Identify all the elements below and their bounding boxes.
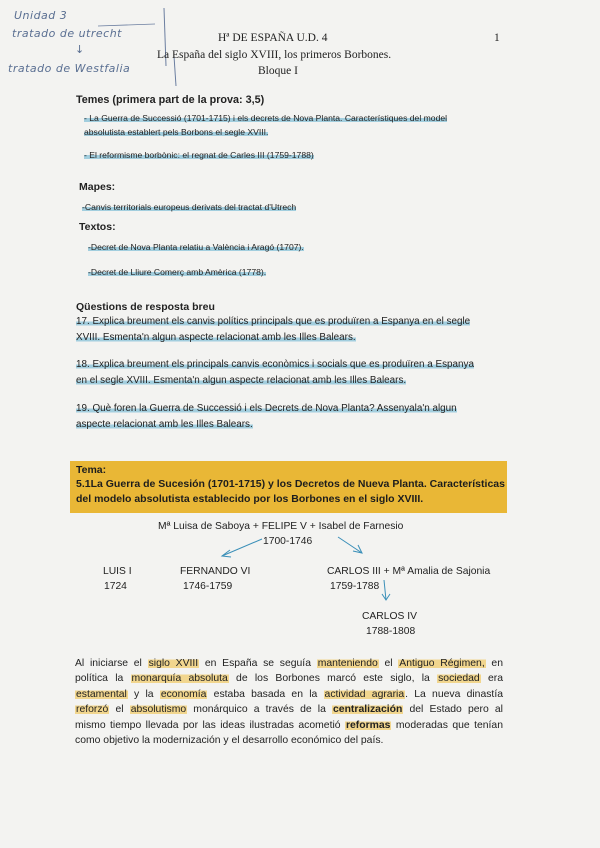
temes-item-1-line-1: - La Guerra de Successió (1701-1715) i els decrets de Nova Planta. Característiques del model — [84, 113, 448, 123]
question-19-line-2: aspecte relacionat amb les Illes Balears. — [76, 419, 253, 430]
bloque-label: Bloque I — [258, 65, 298, 77]
family-tree-felipe-years: 1700-1746 — [263, 536, 313, 547]
mapes-item-1: -Canvis territorials europeus derivats del tractat d'Utrech — [82, 202, 297, 212]
textos-heading: Textos: — [79, 221, 116, 233]
textos-item-2: -Decret de Lliure Comerç amb Amèrica (1778). — [88, 267, 267, 277]
family-tree-carlos-iv: CARLOS IV — [362, 611, 417, 622]
question-18-line-1: 18. Explica breument els principals canvis econòmics i socials que es produïren a Espanya — [76, 359, 474, 370]
tema-title-line-2: del modelo absolutista establecido por los Borbones en el siglo XVIII. — [76, 493, 424, 505]
page-number: 1 — [494, 32, 500, 44]
page-title: Hª DE ESPAÑA U.D. 4 — [218, 32, 328, 44]
handwritten-note-westfalia: tratado de Westfalia — [8, 62, 131, 75]
question-18-line-2: en el segle XVIII. Esmenta'n algun aspecte relacionat amb les Illes Balears. — [76, 375, 407, 386]
family-tree-carlos-iii-years: 1759-1788 — [330, 581, 380, 592]
textos-item-1: -Decret de Nova Planta relatiu a València i Aragó (1707). — [88, 242, 304, 252]
family-tree-fernando-vi: FERNANDO VI — [180, 566, 251, 577]
family-tree-fernando-years: 1746-1759 — [183, 581, 233, 592]
intro-paragraph — [75, 656, 503, 748]
paragraph-line-6: como objetivo la modernización y el desarrollo económico del país. — [75, 735, 384, 747]
question-17-line-2: XVIII. Esmenta'n algun aspecte relacionat amb les Illes Balears. — [76, 332, 356, 343]
family-tree-luis-i: LUIS I — [103, 566, 132, 577]
handwritten-note-utrecht: tratado de utrecht — [12, 27, 122, 40]
tema-label: Tema: — [76, 464, 107, 476]
paragraph-line-3: estamental y la economía estaba basada en la actividad agraria. La nueva dinastía — [76, 688, 503, 700]
family-tree-carlos-iv-years: 1788-1808 — [366, 626, 416, 637]
family-tree-carlos-iii: CARLOS III + Mª Amalia de Sajonia — [327, 566, 491, 577]
paragraph-line-5: mismo tiempo llevada por las ideas ilustradas acometió reformas moderadas que tenían — [75, 719, 503, 731]
temes-item-2: - El reformisme borbònic: el regnat de Carles III (1759-1788) — [84, 150, 314, 160]
handwritten-note-unidad: Unidad 3 — [14, 9, 68, 22]
family-tree-felipe-v: Mª Luisa de Saboya + FELIPE V + Isabel de Farnesio — [158, 521, 404, 532]
mapes-heading: Mapes: — [79, 181, 116, 193]
paragraph-line-1: Al iniciarse el siglo XVIII en España se seguía manteniendo el Antiguo Régimen, en — [75, 658, 503, 669]
handwritten-arrow: ↓ — [75, 43, 85, 56]
tema-title-line-1: 5.1La Guerra de Sucesión (1701-1715) y los Decretos de Nueva Planta. Características — [76, 478, 505, 490]
paragraph-line-4: reforzó el absolutismo monárquico a través de la centralización del Estado pero al — [76, 704, 503, 716]
temes-heading: Temes (primera part de la prova: 3,5) — [76, 94, 265, 106]
questions-heading: Qüestions de resposta breu — [76, 301, 215, 313]
temes-item-1-line-2: absolutista establert pels Borbons el segle XVIII. — [84, 127, 269, 137]
question-19-line-1: 19. Què foren la Guerra de Successió i els Decrets de Nova Planta? Assenyala'n algun — [76, 403, 457, 414]
family-tree-luis-years: 1724 — [104, 581, 127, 592]
paragraph-line-2: política la monarquía absoluta de los Borbones marcó este siglo, la sociedad era — [75, 673, 503, 685]
question-17-line-1: 17. Explica breument els canvis polítics principals que es produïren a Espanya en el segle — [76, 316, 471, 327]
page-subtitle: La España del siglo XVIII, los primeros Borbones. — [157, 49, 392, 61]
